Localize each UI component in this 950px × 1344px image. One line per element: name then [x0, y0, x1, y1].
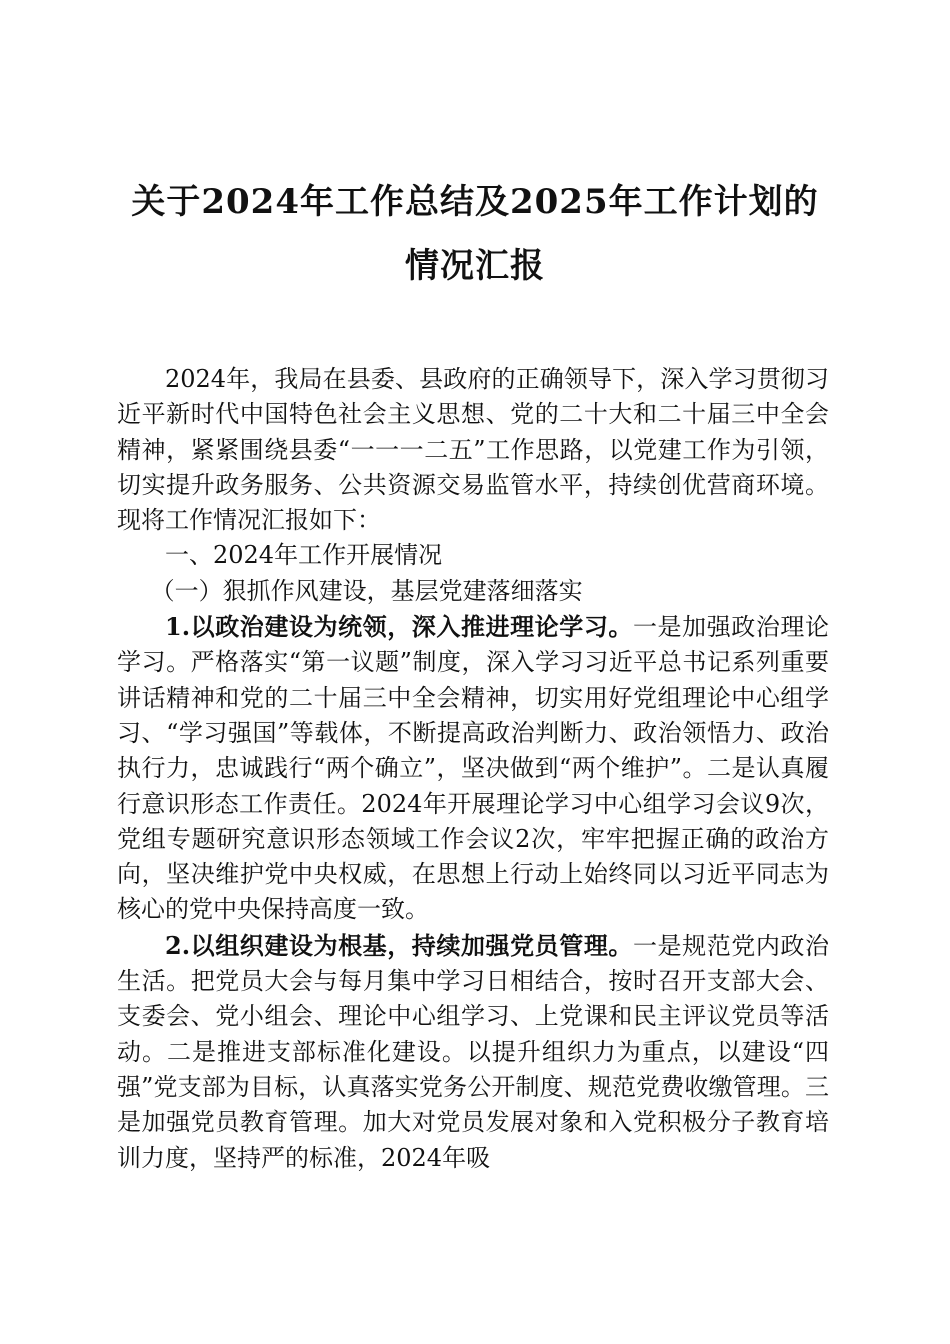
section-heading-1: 一、2024年工作开展情况	[165, 541, 443, 570]
subsection-heading-1: （一）狠抓作风建设，基层党建落细落实	[150, 576, 583, 605]
item-2-text: 一是规范党内政治生活。把党员大会与每月集中学习日相结合，按时召开支部大会、支委会、党小组会、理论中心组学习、上党课和民主评议党员等活动。二是推进支部标准化建设。以提升组织力为重点，以建设“四强”党支部为目标，认真落实党务公开制度、规范党费收缴管理。三是加强党员教育管理。加大对党员发展对象和入党积极分子教育培训力度，坚持严的标准，2024年吸	[117, 931, 830, 1172]
item-1-paragraph	[117, 609, 829, 928]
item-1-text: 一是加强政治理论学习。严格落实“第一议题”制度，深入学习习近平总书记系列重要讲话精神和党的二十届三中全会精神，切实用好党组理论中心组学习、“学习强国”等载体，不断提高政治判断力、政治领悟力、政治执行力，忠诚践行“两个确立”，坚决做到“两个维护”。二是认真履行意识形态工作责任。2024年开展理论学习中心组学习会议9次，党组专题研究意识形态领域工作会议2次，牢牢把握正确的政治方向，坚决维护党中央权威，在思想上行动上始终同以习近平同志为核心的党中央保持高度一致。	[117, 613, 830, 924]
item-2-lead: 2.以组织建设为根基，持续加强党员管理。	[165, 930, 633, 960]
document-title: 关于2024年工作总结及2025年工作计划的情况汇报	[131, 182, 819, 286]
document-body	[117, 362, 829, 1176]
intro-paragraph: 2024年，我局在县委、县政府的正确领导下，深入学习贯彻习近平新时代中国特色社会主义思想、党的二十大和二十届三中全会精神，紧紧围绕县委“一一一二五”工作思路，以党建工作为引领，切实提升政务服务、公共资源交易监管水平，持续创优营商环境。现将工作情况汇报如下：	[117, 365, 829, 535]
item-2-paragraph	[117, 928, 829, 1176]
item-1-lead: 1.以政治建设为统领，深入推进理论学习。	[165, 612, 633, 642]
